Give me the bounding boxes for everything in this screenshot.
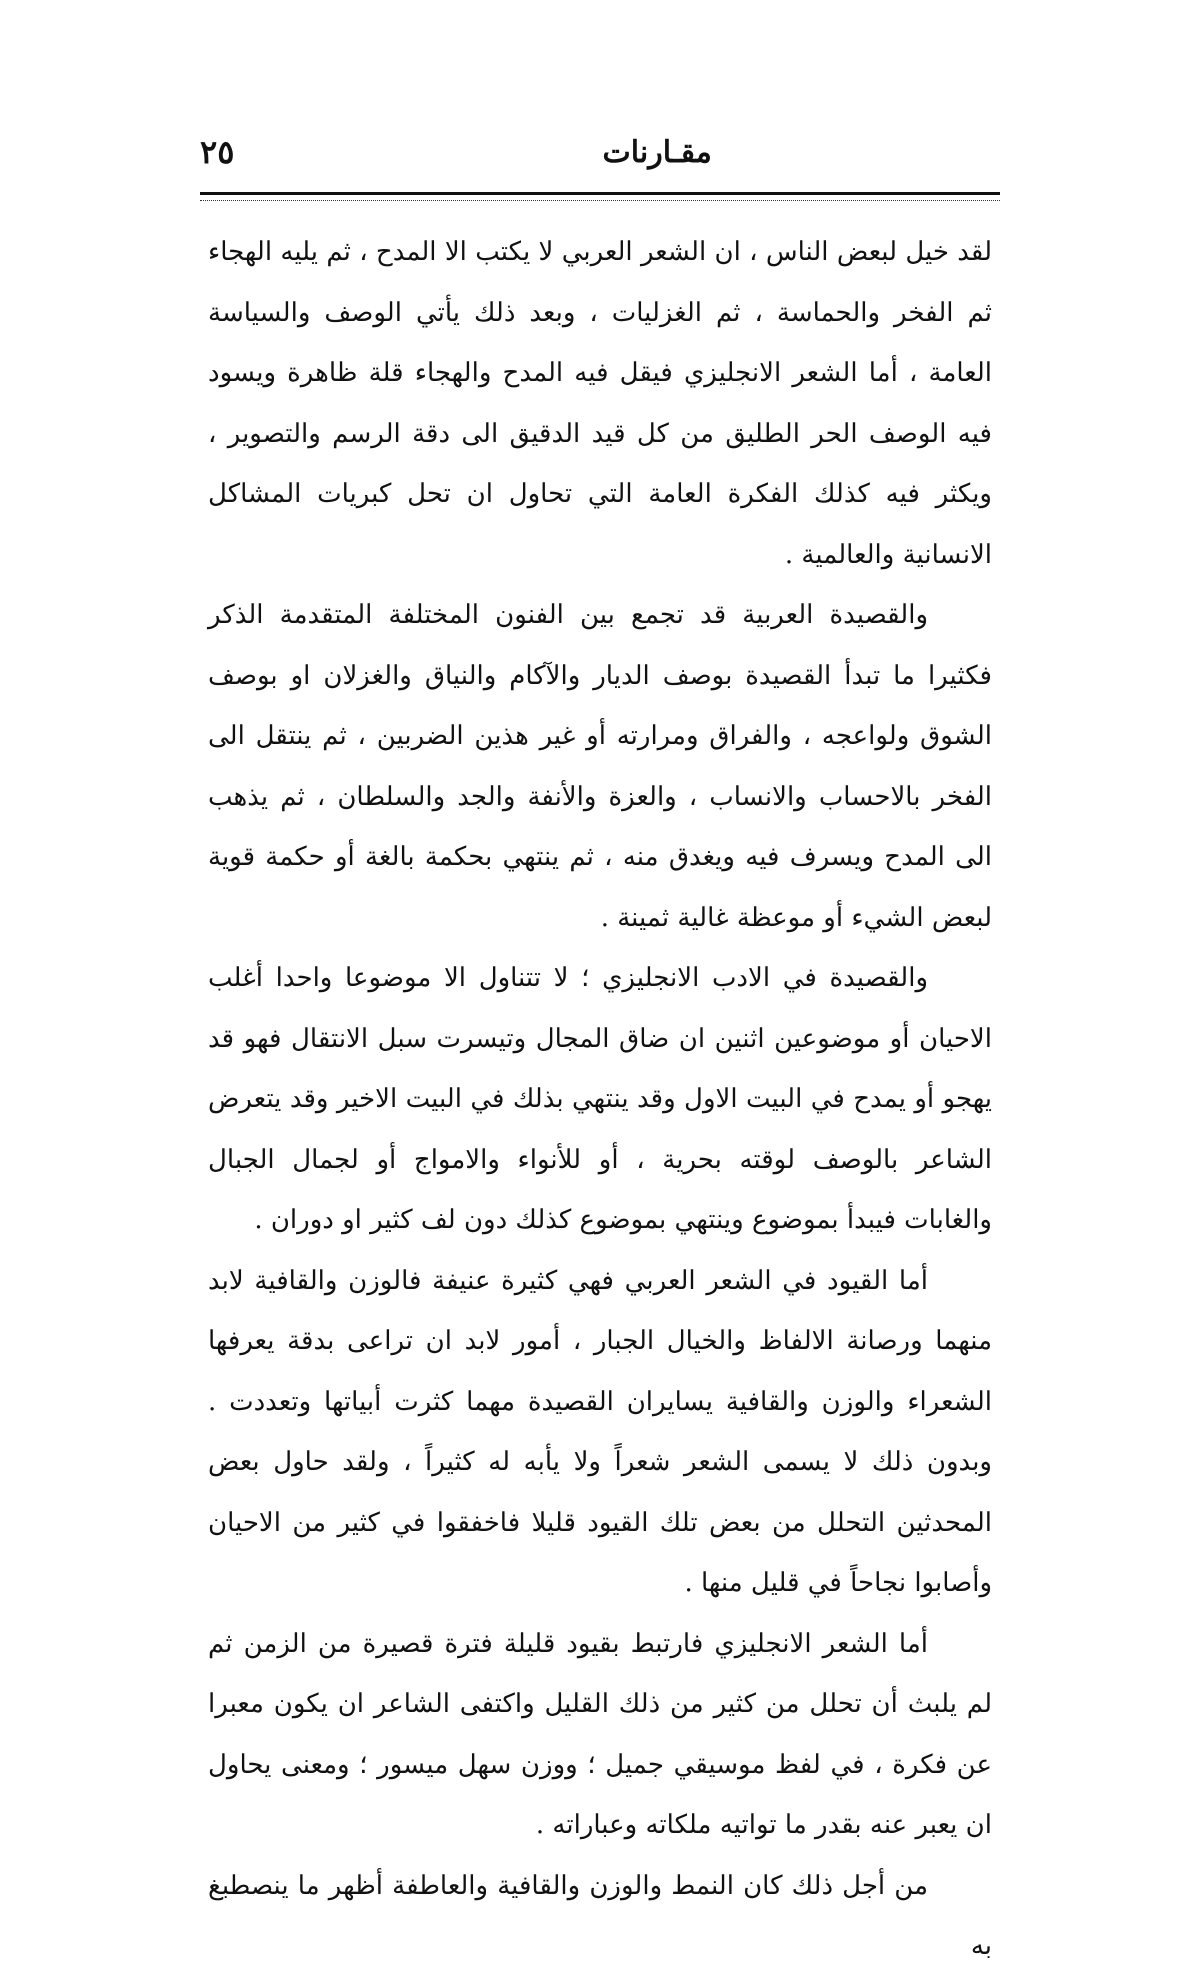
- page-number: ٢٥: [200, 133, 235, 171]
- paragraph: أما الشعر الانجليزي فارتبط بقيود قليلة فترة قصيرة من الزمن ثم لم يلبث أن تحلل من كثير من ذلك القليل واكتفى الشاعر ان يكون معبرا عن فكرة ، في لفظ موسيقي جميل ؛ ووزن سهل ميسور ؛ ومعنى يحاول ان يعبر عنه بقدر ما تواتيه ملكاته وعباراته .: [208, 1628, 992, 1840]
- body-text: [208, 222, 992, 1977]
- running-title: مقـارنات: [602, 134, 712, 170]
- paragraph: لقد خيل لبعض الناس ، ان الشعر العربي لا يكتب الا المدح ، ثم يليه الهجاء ثم الفخر والحماسة ، ثم الغزليات ، وبعد ذلك يأتي الوصف والسياسة العامة ، أما الشعر الانجليزي فيقل فيه المدح والهجاء قلة ظاهرة ويسود فيه الوصف الحر الطليق من كل قيد الدقيق الى دقة الرسم والتصوير ، ويكثر فيه كذلك الفكرة العامة التي تحاول ان تحل كبريات المشاكل الانسانية والعالمية .: [208, 237, 992, 570]
- paragraph: من أجل ذلك كان النمط والوزن والقافية والعاطفة أظهر ما ينصطبغ به: [208, 1870, 992, 1961]
- paragraph: والقصيدة العربية قد تجمع بين الفنون المختلفة المتقدمة الذكر فكثيرا ما تبدأ القصيدة بوصف الديار والآكام والنياق والغزلان او بوصف الشوق ولواعجه ، والفراق ومرارته أو غير هذين الضربين ، ثم ينتقل الى الفخر بالاحساب والانساب ، والعزة والأنفة والجد والسلطان ، ثم يذهب الى المدح ويسرف فيه ويغدق منه ، ثم ينتهي بحكمة بالغة أو حكمة قوية لبعض الشيء أو موعظة غالية ثمينة .: [208, 600, 992, 933]
- paragraph: أما القيود في الشعر العربي فهي كثيرة عنيفة فالوزن والقافية لابد منهما ورصانة الالفاظ والخيال الجبار ، أمور لابد ان تراعى بدقة يعرفها الشعراء والوزن والقافية يسايران القصيدة مهما كثرت أبياتها وتعددت . وبدون ذلك لا يسمى الشعر شعراً ولا يأبه له كثيراً ، ولقد حاول بعض المحدثين التحلل من بعض تلك القيود قليلا فاخفقوا في كثير من الاحيان وأصابوا نجاحاً في قليل منها .: [208, 1265, 993, 1598]
- header-rule: [200, 192, 1000, 195]
- page-header: [200, 128, 1000, 176]
- header-rule-dotted: [200, 200, 1000, 201]
- paragraph: والقصيدة في الادب الانجليزي ؛ لا تتناول الا موضوعا واحدا أغلب الاحيان أو موضوعين اثنين ان ضاق المجال وتيسرت سبل الانتقال فهو قد يهجو أو يمدح في البيت الاول وقد ينتهي بذلك في البيت الاخير وقد يتعرض الشاعر بالوصف لوقته بحرية ، أو للأنواء والامواج أو لجمال الجبال والغابات فيبدأ بموضوع وينتهي بموضوع كذلك دون لف كثير او دوران .: [208, 963, 992, 1235]
